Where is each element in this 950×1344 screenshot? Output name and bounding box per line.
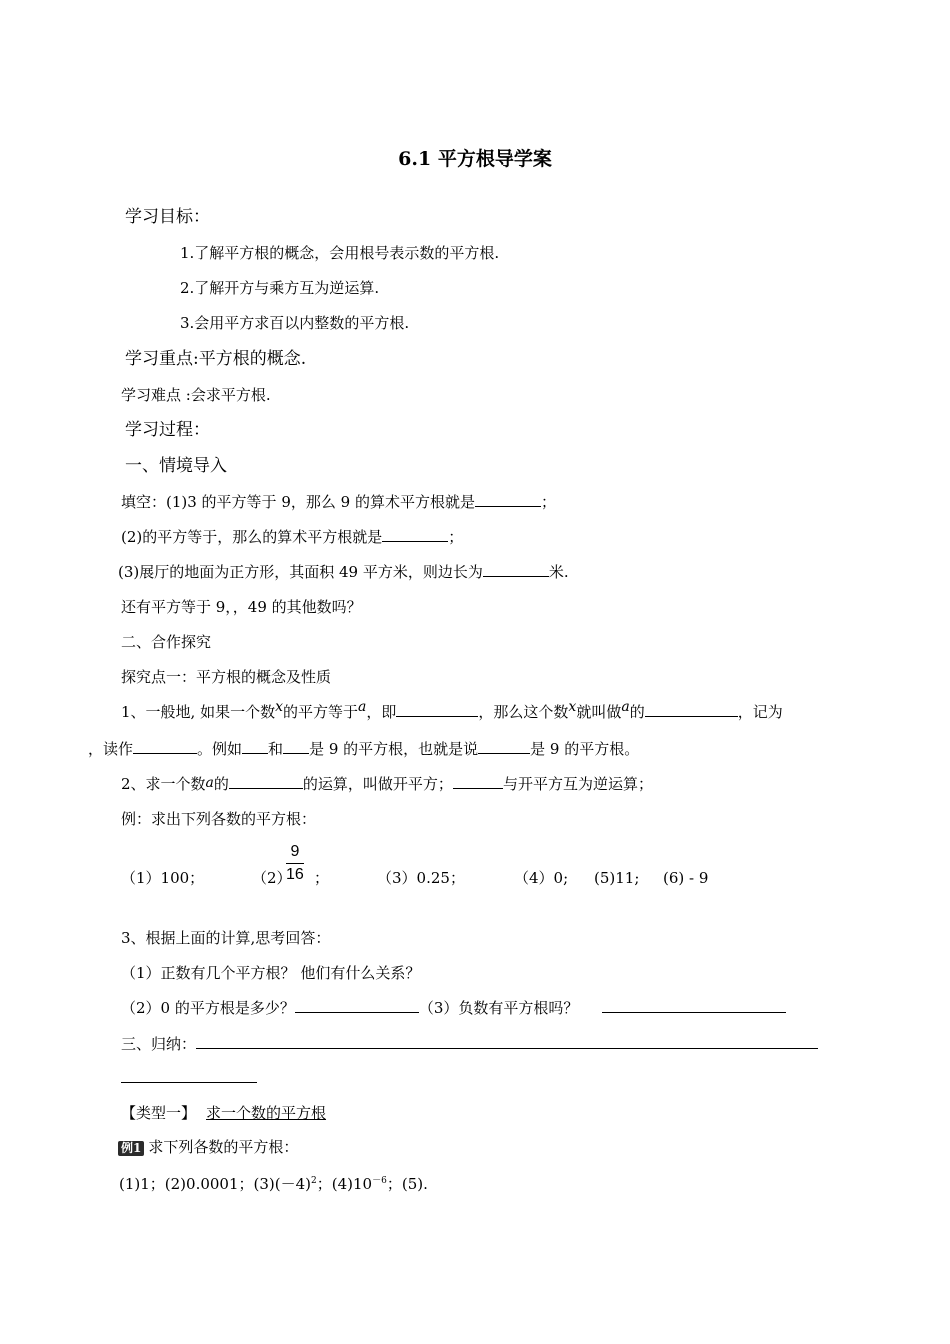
explore-point-1: 探究点一：平方根的概念及性质 bbox=[121, 668, 332, 686]
section2-heading: 二、合作探究 bbox=[121, 633, 212, 651]
question-2: (2)的平方等于，那么的算术平方根就是 ； bbox=[121, 528, 464, 546]
page-title: 6.1 平方根导学案 bbox=[398, 148, 552, 170]
goal-item-1: 1.了解平方根的概念，会用根号表示数的平方根. bbox=[180, 244, 500, 262]
goal-item-3: 3.会用平方求百以内整数的平方根. bbox=[180, 314, 410, 332]
example-item-5: (5)11; bbox=[594, 869, 640, 887]
example-item-6: (6) ‐ 9 bbox=[663, 869, 709, 887]
blank-line bbox=[396, 702, 478, 717]
blank-line bbox=[283, 739, 309, 754]
blank-line bbox=[483, 562, 549, 577]
example-1-task: 例1 求下列各数的平方根： bbox=[118, 1137, 298, 1157]
type-one-heading: 【类型一】 求一个数的平方根 bbox=[121, 1104, 327, 1122]
definition-line-1: 1、一般地, 如果一个数x的平方等于a，即 ，那么这个数x就叫做a的 ，记为 bbox=[121, 699, 783, 721]
example-badge: 例1 bbox=[118, 1141, 144, 1156]
section1-heading: 一、情境导入 bbox=[125, 456, 227, 476]
operation-line: 2、求一个数a的 的运算，叫做开平方； 与开平方互为逆运算； bbox=[121, 775, 653, 793]
summary-line-2 bbox=[121, 1068, 257, 1088]
blank-line bbox=[478, 739, 530, 754]
blank-line bbox=[242, 739, 268, 754]
question-1: 填空：(1)3 的平方等于 9，那么 9 的算术平方根就是 ； bbox=[121, 493, 556, 511]
blank-line bbox=[295, 998, 419, 1013]
blank-line bbox=[133, 739, 197, 754]
example-item-2-end: ； bbox=[314, 869, 330, 887]
blank-line bbox=[453, 774, 503, 789]
difficulty-text: 学习难点 :会求平方根. bbox=[121, 386, 271, 404]
example-1-items: (1)1；(2)0.0001；$(3)(-4)^2$；$(4)10^{-6}$；(5). bbox=[119, 1175, 428, 1193]
blank-line bbox=[382, 527, 448, 542]
process-heading: 学习过程： bbox=[125, 420, 210, 440]
think-question-2: （2）0 的平方根是多少？ （3）负数有平方根吗？ bbox=[121, 998, 786, 1018]
blank-line bbox=[645, 702, 738, 717]
example-item-1: （1）100； bbox=[121, 869, 205, 887]
blank-line bbox=[196, 1034, 818, 1049]
focus-text: 学习重点:平方根的概念. bbox=[125, 349, 307, 369]
fraction-9-16: $\frac{9}{16}$ bbox=[286, 843, 304, 883]
example-item-4: （4）0; bbox=[514, 869, 569, 887]
blank-line bbox=[475, 492, 541, 507]
blank-line bbox=[602, 998, 786, 1013]
think-heading: 3、根据上面的计算,思考回答： bbox=[121, 929, 331, 947]
example-heading: 例：求出下列各数的平方根： bbox=[121, 810, 317, 828]
question-3: (3)展厅的地面为正方形，其面积 49 平方米，则边长为 米. bbox=[118, 563, 569, 581]
question-4: 还有平方等于 9，，49 的其他数吗？ bbox=[121, 598, 362, 616]
blank-line bbox=[121, 1068, 257, 1083]
example-item-3: （3）0.25； bbox=[377, 869, 465, 887]
definition-line-2: ，读作 。例如 和 是 9 的平方根，也就是说 是 9 的平方根。 bbox=[88, 740, 640, 758]
think-question-1: （1）正数有几个平方根？ 他们有什么关系？ bbox=[121, 964, 421, 982]
example-item-2-label: （2） bbox=[252, 869, 292, 887]
goals-heading: 学习目标： bbox=[125, 207, 210, 227]
goal-item-2: 2.了解开方与乘方互为逆运算. bbox=[180, 279, 380, 297]
blank-line bbox=[229, 774, 303, 789]
summary-line: 三、归纳： bbox=[121, 1034, 818, 1054]
